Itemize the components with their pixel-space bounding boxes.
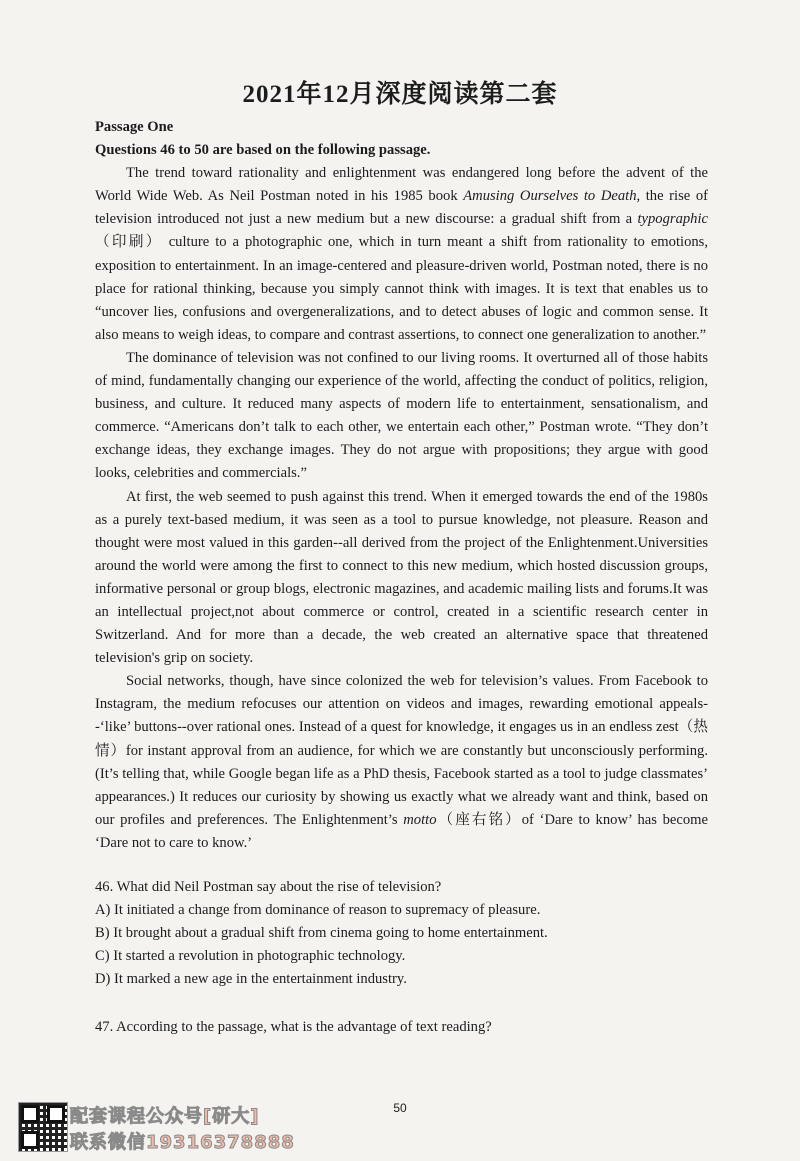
promo-banner (18, 1102, 318, 1154)
paragraph-text: （座右铭）of ‘Dare to know’ has become ‘Dare not to care to know.’ (95, 811, 708, 851)
promo-line-contact: 联系微信19316378888 (70, 1132, 295, 1153)
option-d: D) It marked a new age in the entertainment industry. (95, 971, 407, 988)
option-a: A) It initiated a change from dominance of reason to supremacy of pleasure. (95, 902, 541, 919)
passage (95, 162, 708, 855)
italic-term: Amusing Ourselves to Death (463, 188, 637, 205)
paragraph-text: , the rise of television introduced not just a new medium but a new discourse: a gradual shift from a (95, 188, 709, 228)
promo-line-course: 配套课程公众号[研大] (70, 1106, 260, 1127)
paragraph-text: Social networks, though, have since colonized the web for television’s values. From Facebook to Instagram, the medium refocuses our attention on videos and images, rewarding emotional appeals--‘like’ buttons--over rational ones. Instead of a quest for knowledge, it engages us in an endless zest（热情）for instant approval from an audience, for which we are constantly but unconsciously performing. (It’s telling that, while Google began life as a PhD thesis, Facebook started as a tool to judge classmates’ appearances.) It reduces our curiosity by showing us exactly what we already want and think, based on our profiles and preferences. The Enlightenment’s (95, 673, 708, 828)
instructions: Questions 46 to 50 are based on the following passage. (95, 142, 431, 159)
question-stem: 47. According to the passage, what is the advantage of text reading? (95, 1019, 492, 1036)
italic-term: typographic (637, 211, 708, 228)
section-heading: Passage One (95, 119, 174, 135)
paragraph-text: （印刷） culture to a photographic one, which in turn meant a shift from rationality to emotions, exposition to entertainment. In an image-centered and pleasure-driven world, Postman noted, there is no place for rational thinking, because you simply cannot think with images. It is text that enables us to “uncover lies, confusions and overgeneralizations, and to detect abuses of logic and common sense. It also means to weigh ideas, to compare and contrast assertions, to connect one generalization to another.” (95, 234, 708, 343)
page-number: 50 (393, 1101, 407, 1115)
option-c: C) It started a revolution in photographic technology. (95, 948, 406, 965)
passage-paragraph (95, 670, 708, 855)
page-title: 2021年12月深度阅读第二套 (242, 81, 558, 108)
qr-code-icon (18, 1102, 68, 1152)
question-46 (95, 876, 708, 991)
italic-term: motto (403, 811, 437, 828)
document-body (95, 116, 708, 1040)
paragraph-text: At first, the web seemed to push against this trend. When it emerged towards the end of the 1980s as a purely text-based medium, it was seen as a tool to pursue knowledge, not pleasure. Reason and thought were most valued in this garden--all derived from the project of the Enlightenment.Universities around the world were among the first to connect to this new medium, which hosted discussion groups, informative personal or group blogs, electronic magazines, and academic mailing lists and forums.It was an intellectual project,not about commerce or control, created in a scientific research center in Switzerland. And for more than a decade, the web created an alternative space that threatened television's grip on society. (95, 488, 708, 667)
passage-paragraph (95, 347, 708, 486)
paragraph-text: The trend toward rationality and enlightenment was endangered long before the advent of the World Wide Web. As Neil Postman noted in his 1985 book (95, 165, 708, 205)
passage-paragraph (95, 162, 708, 347)
paragraph-text: The dominance of television was not confined to our living rooms. It overturned all of those habits of mind, fundamentally changing our experience of the world, affecting the conduct of politics, religion, business, and culture. It reduced many aspects of modern life to entertainment, sensationalism, and commerce. “Americans don’t talk to each other, we entertain each other,” Postman wrote. “They don’t exchange ideas, they exchange images. They do not argue with propositions; they argue with good looks, celebrities and commercials.” (95, 349, 708, 482)
question-stem: 46. What did Neil Postman say about the rise of television? (95, 879, 442, 895)
question-47 (95, 1016, 708, 1039)
passage-paragraph (95, 486, 708, 671)
option-b: B) It brought about a gradual shift from cinema going to home entertainment. (95, 925, 548, 942)
